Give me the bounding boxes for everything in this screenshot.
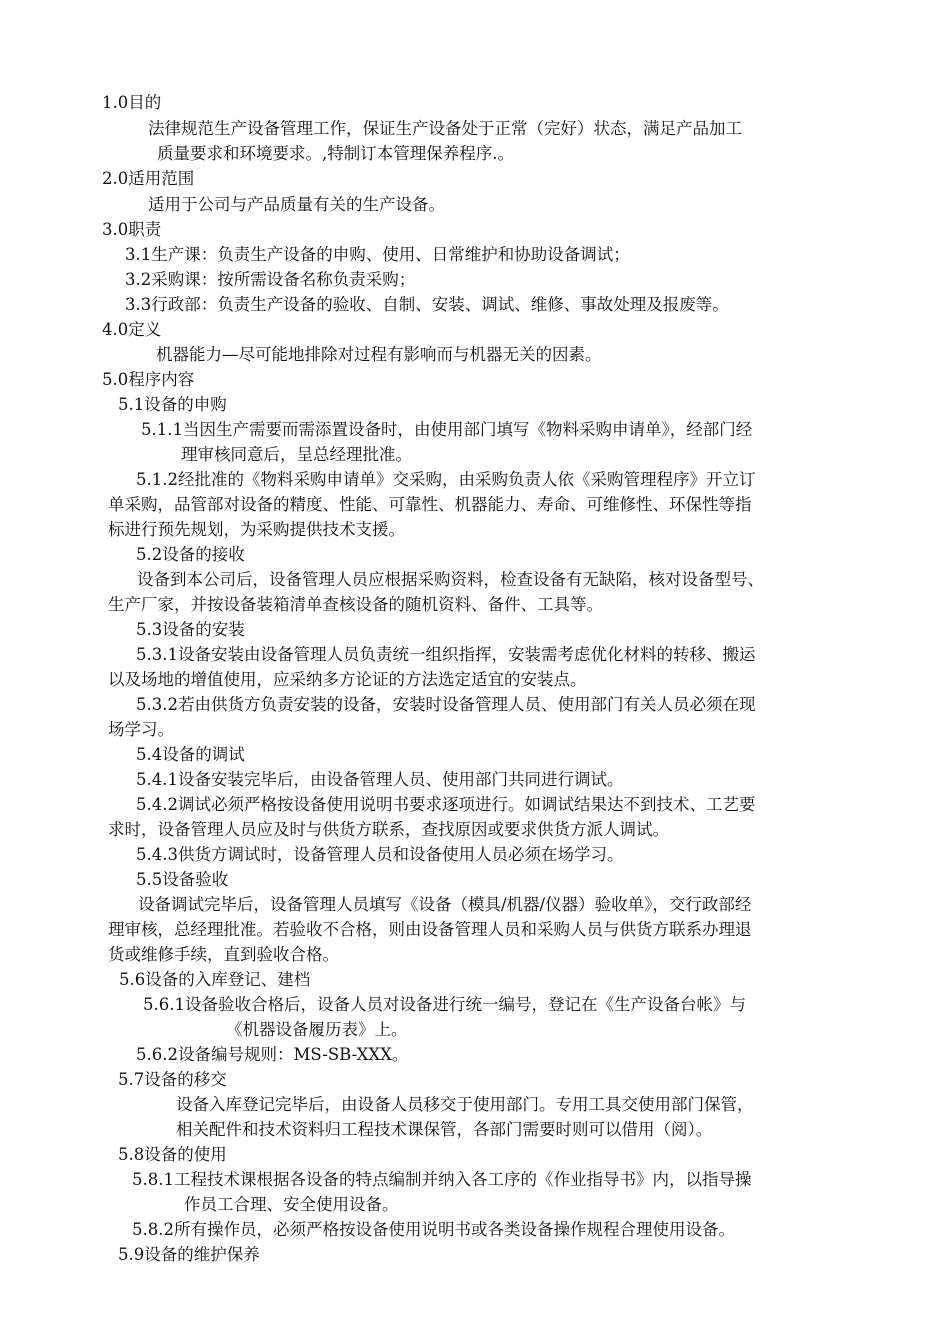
paragraph-line: 标进行预先规划，为采购提供技术支援。: [108, 520, 405, 539]
subheading-5-6: 5.6设备的入库登记、建档: [119, 970, 311, 989]
paragraph-line: 5.8.1工程技术课根据各设备的特点编制并纳入各工序的《作业指导书》内，以指导操: [132, 1170, 752, 1189]
paragraph-line: 货或维修手续，直到验收合格。: [108, 945, 339, 964]
paragraph-line: 3.3行政部：负责生产设备的验收、自制、安装、调试、维修、事故处理及报废等。: [125, 295, 729, 314]
paragraph-line: 理审核同意后，呈总经理批准。: [181, 445, 412, 464]
paragraph-line: 机器能力—尽可能地排除对过程有影响而与机器无关的因素。: [156, 345, 602, 364]
heading-5-0: 5.0程序内容: [102, 370, 195, 389]
subheading-5-9: 5.9设备的维护保养: [118, 1245, 260, 1264]
paragraph-line: 3.1生产课：负责生产设备的申购、使用、日常维护和协助设备调试；: [125, 245, 630, 264]
subheading-5-2: 5.2设备的接收: [136, 545, 245, 564]
paragraph-line: 5.4.1设备安装完毕后，由设备管理人员、使用部门共同进行调试。: [136, 770, 624, 789]
paragraph-line: 以及场地的增值使用，应采纳多方论证的方法选定适宜的安装点。: [108, 670, 587, 689]
paragraph-line: 5.3.1设备安装由设备管理人员负责统一组织指挥，安装需考虑优化材料的转移、搬运: [136, 645, 756, 664]
subheading-5-3: 5.3设备的安装: [136, 620, 245, 639]
paragraph-line: 3.2采购课：按所需设备名称负责采购；: [125, 270, 416, 289]
paragraph-line: 设备调试完毕后，设备管理人员填写《设备（模具/机器/仪器）验收单》，交行政部经: [138, 895, 752, 914]
paragraph-line: 5.6.1设备验收合格后，设备人员对设备进行统一编号，登记在《生产设备台帐》与: [143, 995, 746, 1014]
paragraph-line: 适用于公司与产品质量有关的生产设备。: [148, 195, 445, 214]
paragraph-line: 5.6.2设备编号规则：MS-SB-XXX。: [136, 1045, 409, 1064]
paragraph-line: 理审核，总经理批准。若验收不合格，则由设备管理人员和采购人员与供货方联系办理退: [108, 920, 752, 939]
heading-3-0: 3.0职责: [102, 220, 162, 239]
paragraph-line: 法律规范生产设备管理工作，保证生产设备处于正常（完好）状态，满足产品加工: [148, 119, 742, 138]
paragraph-line: 求时，设备管理人员应及时与供货方联系，查找原因或要求供货方派人调试。: [108, 820, 669, 839]
paragraph-line: 相关配件和技术资料归工程技术课保管，各部门需要时则可以借用（阅）。: [176, 1120, 713, 1139]
paragraph-line: 《机器设备履历表》上。: [226, 1020, 408, 1039]
paragraph-line: 单采购，品管部对设备的精度、性能、可靠性、机器能力、寿命、可维修性、环保性等指: [108, 495, 752, 514]
paragraph-line: 质量要求和环境要求。,特制订本管理保养程序.。: [157, 144, 514, 163]
heading-2-0: 2.0适用范围: [102, 169, 195, 188]
paragraph-line: 5.4.3供货方调试时，设备管理人员和设备使用人员必须在场学习。: [136, 845, 624, 864]
subheading-5-4: 5.4设备的调试: [136, 745, 245, 764]
heading-1-0: 1.0目的: [102, 93, 162, 112]
paragraph-line: 5.3.2若由供货方负责安装的设备，安装时设备管理人员、使用部门有关人员必须在现: [136, 695, 756, 714]
paragraph-line: 场学习。: [108, 720, 174, 739]
paragraph-line: 5.8.2所有操作员，必须严格按设备使用说明书或各类设备操作规程合理使用设备。: [132, 1220, 735, 1239]
subheading-5-1: 5.1设备的申购: [118, 395, 227, 414]
subheading-5-7: 5.7设备的移交: [118, 1070, 227, 1089]
paragraph-line: 5.1.2经批准的《物料采购申请单》交采购，由采购负责人依《采购管理程序》开立订: [136, 470, 756, 489]
subheading-5-5: 5.5设备验收: [136, 870, 229, 889]
paragraph-line: 作员工合理、安全使用设备。: [184, 1195, 399, 1214]
paragraph-line: 5.1.1当因生产需要而需添置设备时，由使用部门填写《物料采购申请单》，经部门经: [141, 420, 753, 439]
heading-4-0: 4.0定义: [102, 320, 162, 339]
subheading-5-8: 5.8设备的使用: [118, 1145, 227, 1164]
paragraph-line: 设备到本公司后，设备管理人员应根据采购资料，检查设备有无缺陷，核对设备型号、: [137, 570, 764, 589]
paragraph-line: 5.4.2调试必须严格按设备使用说明书要求逐项进行。如调试结果达不到技术、工艺要: [136, 795, 756, 814]
paragraph-line: 生产厂家，并按设备装箱清单查核设备的随机资料、备件、工具等。: [108, 595, 603, 614]
paragraph-line: 设备入库登记完毕后，由设备人员移交于使用部门。专用工具交使用部门保管，: [176, 1095, 754, 1114]
